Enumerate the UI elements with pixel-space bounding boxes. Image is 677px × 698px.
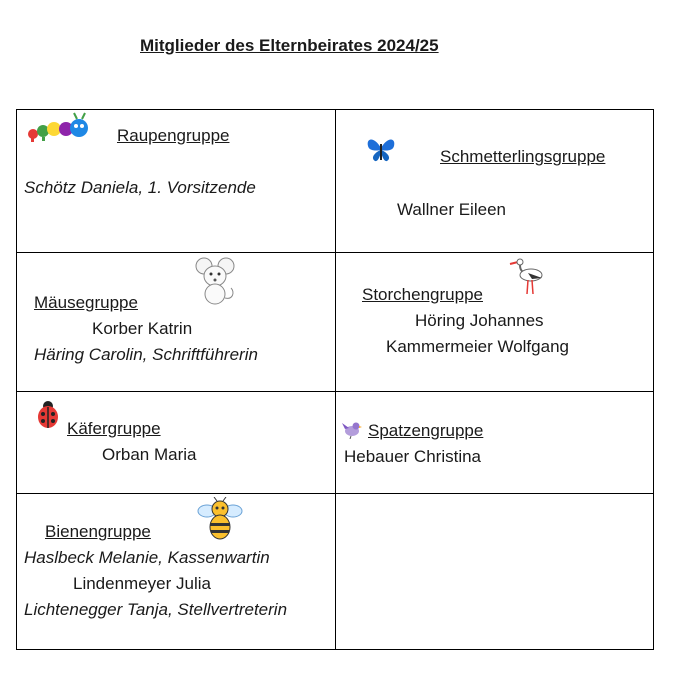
ladybug-icon <box>35 399 61 429</box>
cell-kaefergruppe <box>17 392 335 493</box>
members-table <box>16 109 654 650</box>
member-name: Hebauer Christina <box>344 447 482 466</box>
member-name: Kammermeier Wolfgang <box>386 337 569 356</box>
member-name: Haslbeck Melanie, Kassenwartin <box>24 548 270 567</box>
member-name: Schötz Daniela, 1. Vorsitzende <box>24 178 256 197</box>
group-name: Schmetterlingsgruppe <box>440 147 606 166</box>
cell-schmetterlingsgruppe <box>336 110 654 252</box>
member-name: Lichtenegger Tanja, Stellvertreterin <box>24 600 288 619</box>
stork-icon <box>508 256 544 296</box>
bee-icon <box>195 497 245 541</box>
mouse-icon <box>193 256 237 306</box>
cell-raupengruppe <box>17 110 335 252</box>
member-name: Häring Carolin, Schriftführerin <box>34 345 258 364</box>
group-name: Bienengruppe <box>45 522 151 541</box>
caterpillar-icon <box>25 112 95 144</box>
page-title: Mitglieder des Elternbeirates 2024/25 <box>140 36 439 55</box>
cell-bienengruppe <box>17 494 335 650</box>
cell-storchengruppe <box>336 253 654 391</box>
member-name: Lindenmeyer Julia <box>73 574 211 593</box>
butterfly-icon <box>366 136 396 164</box>
cell-empty <box>336 494 654 650</box>
group-name: Storchengruppe <box>362 285 483 304</box>
group-name: Spatzengruppe <box>368 421 484 440</box>
member-name: Höring Johannes <box>415 311 544 330</box>
cell-spatzengruppe <box>336 392 654 493</box>
member-name: Orban Maria <box>102 445 197 464</box>
member-name: Korber Katrin <box>92 319 193 338</box>
cell-maeusegruppe <box>17 253 335 391</box>
sparrow-icon <box>342 419 362 439</box>
group-name: Käfergruppe <box>67 419 161 438</box>
member-name: Wallner Eileen <box>397 200 506 219</box>
group-name: Mäusegruppe <box>34 293 138 312</box>
group-name: Raupengruppe <box>117 126 230 145</box>
